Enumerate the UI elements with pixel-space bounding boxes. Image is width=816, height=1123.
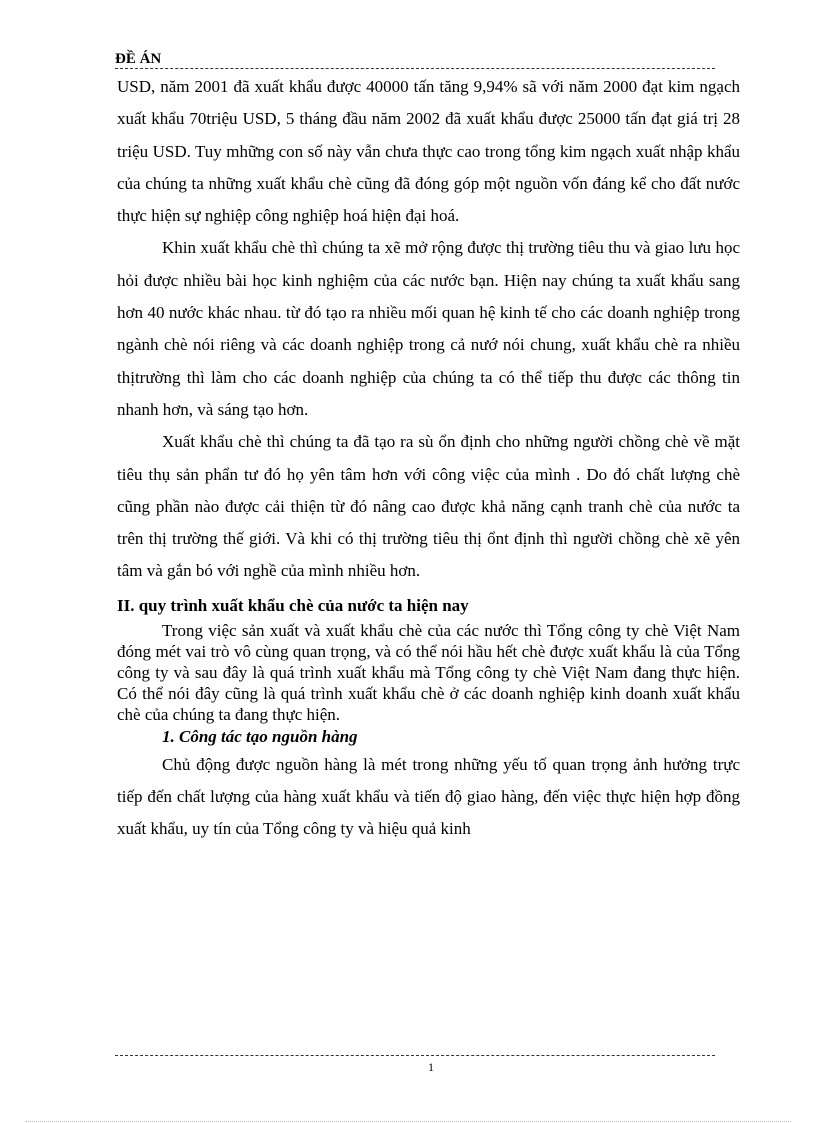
page-bottom-edge xyxy=(25,1121,791,1122)
document-body xyxy=(117,71,740,846)
paragraph-1: USD, năm 2001 đã xuất khẩu được 40000 tấn tăng 9,94% sã với năm 2000 đạt kim ngạch xuất khẩu 70triệu USD, 5 tháng đầu năm 2002 đã xuất khẩu được 25000 tấn đạt giá trị 28 triệu USD. Tuy mhững con số này vẫn chưa thực cao trong tổng kim ngạch xuất nhập khẩu của chúng ta những xuất khẩu chè cũng đã đóng góp một nguồn vốn đáng kể cho đất nước thực hiện sự nghiệp công nghiệp hoá hiện đại hoá. xyxy=(117,77,740,226)
paragraph-4: Trong việc sản xuất và xuất khẩu chè của các nước thì Tổng công ty chè Việt Nam đóng mét vai trò vô cùng quan trọng, và có thể nói hầu hết chè được xuất khẩu là của Tổng công ty và sau đây là quá trình xuất khẩu mà Tổng công ty chè Việt Nam đang thực hiện. Có thể nói đây cũng là quá trình xuất khẩu chè ở các doanh nghiệp kinh doanh xuất khẩu chè của chúng ta đang thực hiện. xyxy=(117,620,740,724)
section-heading: II. quy trình xuất khẩu chè của nước ta hiện nay xyxy=(117,595,469,615)
footer-divider xyxy=(115,1055,715,1056)
paragraph-2: Khin xuất khẩu chè thì chúng ta xẽ mở rộng được thị trường tiêu thu và giao lưu học hỏi được nhiều bài học kinh nghiệm của các nước bạn. Hiện nay chúng ta xuất khẩu sang hơn 40 nước khác nhau. từ đó tạo ra nhiều mối quan hệ kinh tế cho các doanh nghiệp trong ngành chè nói riêng và các doanh nghiệp trong cả nướ nói chung, xuất khẩu chè ra nhiều thịtrường thì làm cho các doanh nghiệp của chúng ta có thể tiếp thu được các thông tin nhanh hơn, và sáng tạo hơn. xyxy=(117,238,740,419)
page-number: 1 xyxy=(428,1060,434,1074)
paragraph-5: Chủ động được nguồn hàng là mét trong những yếu tố quan trọng ảnh hưởng trực tiếp đến chất lượng của hàng xuất khẩu và tiến độ giao hàng, đến việc thực hiện hợp đồng xuất khẩu, uy tín của Tổng công ty và hiệu quả kinh xyxy=(117,754,740,839)
page-header xyxy=(115,50,715,69)
header-title: ĐỀ ÁN xyxy=(115,51,162,67)
subsection-heading: 1. Công tác tạo nguồn hàng xyxy=(162,726,358,746)
paragraph-3: Xuất khẩu chè thì chúng ta đã tạo ra sù ổn định cho những người chồng chè về mặt tiêu thụ sản phẩn tư đó họ yên tâm hơn với công việc của mình . Do đó chất lượng chè cũng phần nào được cải thiện từ đó nâng cao được khả năng cạnh tranh chè của nước ta trên thị trường thế giới. Và khi có thị trường tiêu thị ổnt định thì người chồng chè xẽ yên tâm và gắn bó với nghề của mình nhiều hơn. xyxy=(117,432,740,581)
